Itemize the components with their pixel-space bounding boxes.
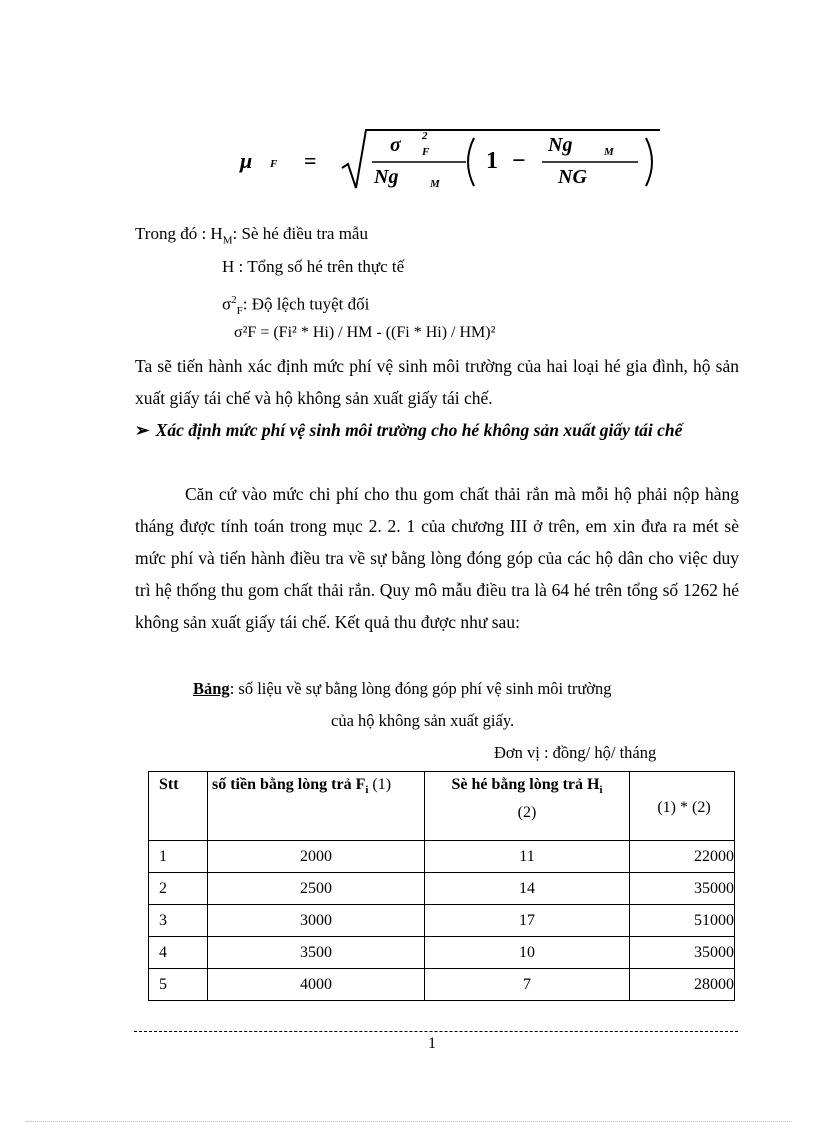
heading-text: Xác định mức phí vệ sinh môi trường cho hé không sản xuất giấy tái chế [155, 420, 683, 440]
survey-table [148, 771, 735, 1001]
formula-ng: Ng [374, 166, 399, 188]
formula-sigma: σ [390, 134, 401, 156]
sqrt-sign [240, 118, 670, 198]
table-caption-line1: Bảng: số liệu về sự bằng lòng đóng góp phí vệ sinh môi trường [193, 679, 612, 698]
where-lead: Trong đó : $H_M$: Sè hé điều tra mẫu [135, 224, 368, 247]
page-edge [26, 1121, 792, 1122]
page-number: 1 [428, 1035, 436, 1052]
where-h: H : Tổng số hé trên thực tế [222, 257, 405, 276]
table-row: 4 3500 10 35000 [149, 937, 735, 969]
formula-ng2-sub: M [604, 146, 614, 158]
where-sigma: $\sigma^2_F$: Độ lệch tuyệt đối [222, 294, 370, 318]
formula-ng2: Ng [548, 134, 573, 156]
header-product: (1) * (2) [630, 772, 735, 841]
formula-mu-sub: F [270, 158, 278, 170]
header-households: Sè hé bằng lòng trả $H_i$ (2) [425, 772, 630, 841]
mu-formula [240, 118, 670, 198]
section-heading [135, 414, 740, 446]
formula-sigma-sub: F [422, 146, 430, 158]
paragraph-intro: Ta sẽ tiến hành xác định mức phí vệ sinh môi trường của hai loại hé gia đình, hộ sản xuất giấy tái chế và hộ không sản xuất giấy tái chế. [135, 356, 739, 408]
footer-divider [134, 1031, 738, 1032]
heading-bullet: ➢ [135, 420, 150, 440]
header-stt: Stt [149, 772, 208, 841]
paragraph-survey: Căn cứ vào mức chi phí cho thu gom chất thải rắn mà mỗi hộ phải nộp hàng tháng được tính toán trong mục 2. 2. 1 của chương III ở trên, em xin đưa ra mét sè mức phí và tiến hành điều tra về sự bằng lòng đóng góp của các hộ dân cho việc duy trì hệ thống thu gom chất thải rắn. Quy mô mẫu điều tra là 64 hé trên tổng số 1262 hé không sản xuất giấy tái chế. Kết quả thu được như sau: [135, 484, 739, 632]
table-row: 1 2000 11 22000 [149, 841, 735, 873]
table-unit: Đơn vị : đồng/ hộ/ tháng [494, 743, 657, 762]
formula-sigma-sup: 2 [422, 130, 428, 142]
formula-NG: NG [558, 166, 587, 188]
formula-equals: = [304, 148, 317, 173]
table-caption-label: Bảng [193, 679, 230, 698]
table-header-row [149, 772, 735, 841]
header-amount: số tiền bằng lòng trả $F_i$ (1) [208, 772, 425, 841]
formula-one: 1 [486, 148, 498, 174]
formula-ng-sub: M [430, 178, 440, 190]
table-row: 3 3000 17 51000 [149, 905, 735, 937]
formula-mu: μ [240, 148, 253, 173]
table-row: 5 4000 7 28000 [149, 969, 735, 1001]
formula-minus: − [512, 148, 526, 174]
variance-formula: σ²F = (Fi² * Hi) / HM - ((Fi * Hi) / HM)² [234, 324, 496, 341]
table-caption-line2: của hộ không sản xuất giấy. [331, 711, 515, 730]
table-row: 2 2500 14 35000 [149, 873, 735, 905]
